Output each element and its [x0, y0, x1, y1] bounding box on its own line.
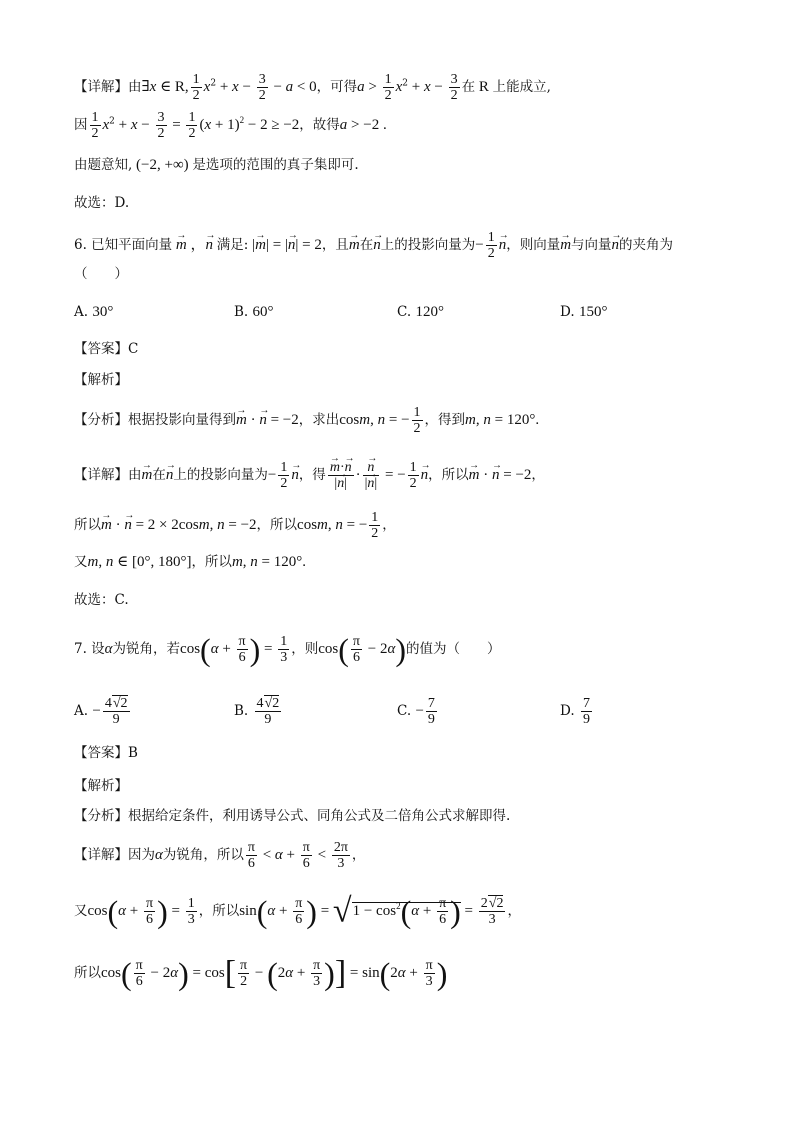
- answer-choice-line: 故选：D.: [74, 195, 130, 211]
- q7-analysis: 【分析】根据给定条件，利用诱导公式、同角公式及二倍角公式求解即得.: [74, 808, 511, 824]
- q7-you: 又cos(α + $\frac{\pi}{6}$ ) = $\frac{1}{3}$ ，所以sin(α + $\frac{\pi}{6}$ ) = $√1 - \cos^2(\alpha$ + $\frac{\pi}{6}$ ) = $\frac{2√2}{3}$ ，: [74, 892, 521, 930]
- detail-line-2: 因 $\frac{1}{2}$ $x^2 + x$ − $\frac{3}{2}$ = $\frac{1}{2}$ $(x + 1)^2 - 2 \ge -2$，故得a > −2 .: [74, 110, 387, 141]
- q6-so-1: 所以→ m · → n = 2 × 2cosm, n = −2，所以cosm, n = − $\frac{1}{2}$ ，: [74, 510, 396, 541]
- q7-analysis-heading: 【解析】: [74, 778, 128, 794]
- math-exists: ∃x ∈ R,: [141, 79, 189, 95]
- q6-choice: 故选：C.: [74, 592, 129, 608]
- math-frac: $\frac{1}{2}$: [192, 72, 200, 103]
- q7-answer: 【答案】B: [74, 745, 138, 761]
- q7-so: 所以cos( $\frac{\pi}{6}$ − 2α) = cos[ $\frac{\pi}{2}$ − (2α + $\frac{\pi}{3}$ )] = sin(2α + $\frac{\pi}{3}$ ): [74, 954, 448, 992]
- q6-analysis: 【分析】根据投影向量得到→ m · → n = −2，求出cosm, n = − $\frac{1}{2}$ ，得到m, n = 120°.: [74, 405, 539, 436]
- question-6-paren: （ ）: [74, 266, 128, 282]
- detail-line-1: 【详解】由∃x ∈ R, $\frac{1}{2}$ $x^2 + x$ − $\frac{3}{2}$ − a < 0，可得a > $\frac{1}{2}$ $x^2 + x$ − $\frac{3}{2}$ 在 R 上能成立,: [74, 72, 551, 103]
- question-7: 7. 设α为锐角，若cos(α + $\frac{\pi}{6}$ ) = $\frac{1}{3}$ ，则cos( $\frac{\pi}{6}$ − 2α)的值为（ ）: [74, 631, 501, 668]
- q6-analysis-heading: 【解析】: [74, 372, 128, 388]
- q7-detail: 【详解】因为α为锐角，所以 $\frac{\pi}{6}$ < α + $\frac{\pi}{6}$ < $\frac{2\pi}{3}$ ，: [74, 840, 366, 871]
- q6-detail: 【详解】由→ m在→ n上的投影向量为− $\frac{1}{2}$ → n，得 → $\frac{m\cdot\to n}{|\to n|}$ · → $\frac{n}{|\to n|}$ = − $\frac{1}{2}$ → n，所以→ m · → n = −2，: [74, 460, 545, 491]
- question-6: 6. 已知平面向量 → m ，→ n 满足: |→ m| = |→ n| = 2，且→ m在→ n上的投影向量为− $\frac{1}{2}$ → n，则向量→ m与向量→ n的夹角为: [74, 230, 673, 261]
- q6-you: 又m, n ∈ [0°, 180°]，所以m, n = 120°.: [74, 554, 306, 570]
- q6-answer: 【答案】C: [74, 341, 139, 357]
- detail-line-3: 由题意知, (−2, +∞) 是选项的范围的真子集即可.: [74, 157, 359, 173]
